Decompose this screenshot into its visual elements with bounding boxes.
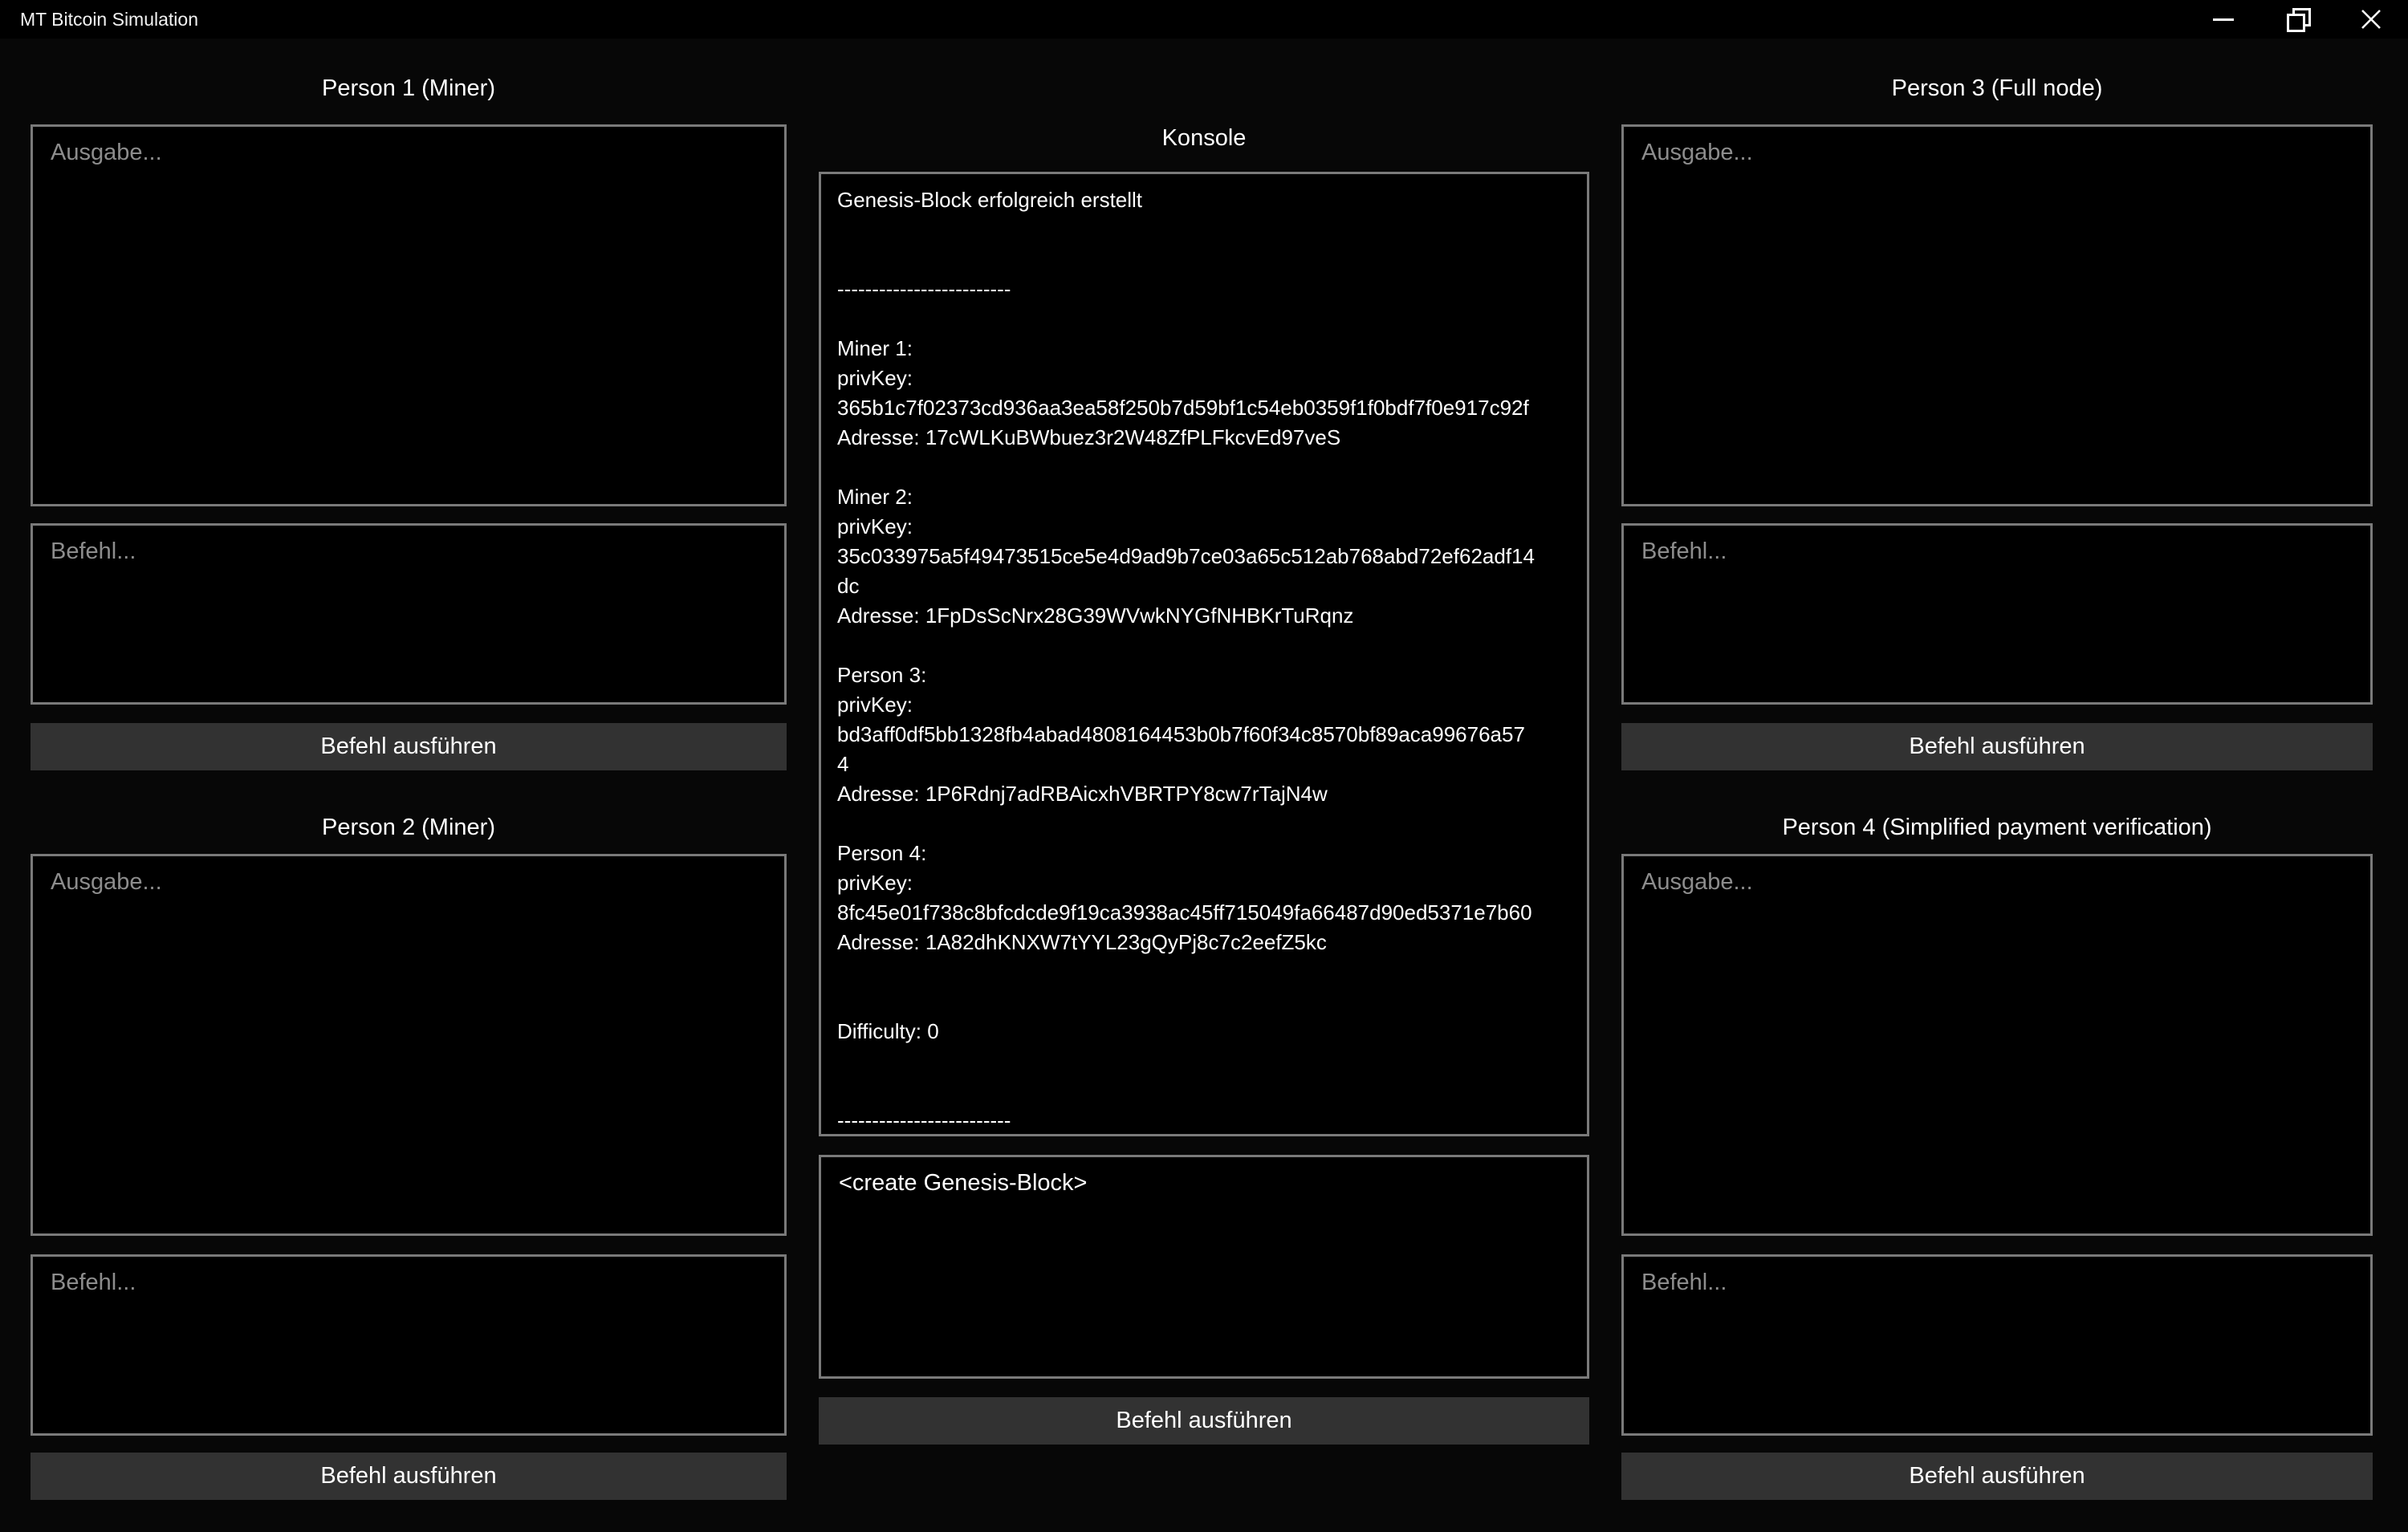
console-output-area[interactable]: Genesis-Block erfolgreich erstellt ------------------------- Miner 1: privKey: 365b1c7f02373cd936aa3ea58f250b7d59bf1c54eb0359f1f0bdf7f0e917c92f Adresse: 17cWLKuBWbuez3r2W48ZfPLFkcvEd97veS Miner 2: privKey: 35c033975a5f49473515ce5e4d9ad9b7ce03a65c512ab768abd72ef62adf14 dc Adresse: 1FpDsScNrx28G39WVwkNYGfNHBKrTuRqnz Person 3: privKey: bd3aff0df5bb1328fb4abad4808164453b0b7f60f34c8570bf89aca99676a57 4 Adresse: 1P6Rdnj7adRBAicxhVBRTPY8cw7rTajN4w Person 4: privKey: 8fc45e01f738c8bfcdcde9f19ca3938ac45ff715049fa66487d90ed5371e7b60 Adresse: 1A82dhKNXW7tYYL23gQyPj8c7c2eefZ5kc Difficulty: 0 ------------------------- bbox=[819, 172, 1589, 1136]
person2-command-input[interactable] bbox=[31, 1254, 787, 1436]
console-command-input[interactable] bbox=[819, 1155, 1589, 1379]
person1-panel-title: Person 1 (Miner) bbox=[322, 75, 495, 101]
close-button[interactable] bbox=[2334, 0, 2408, 39]
minimize-icon bbox=[2213, 18, 2234, 21]
person4-panel-title: Person 4 (Simplified payment verification) bbox=[1782, 814, 2212, 840]
person2-output-area[interactable] bbox=[31, 854, 787, 1236]
minimize-button[interactable] bbox=[2186, 0, 2260, 39]
window-title: MT Bitcoin Simulation bbox=[20, 8, 198, 30]
person3-command-input[interactable] bbox=[1621, 523, 2373, 705]
person1-command-input[interactable] bbox=[31, 523, 787, 705]
person1-run-command-button[interactable]: Befehl ausführen bbox=[31, 723, 787, 770]
person2-panel-title: Person 2 (Miner) bbox=[322, 814, 495, 840]
person4-command-input[interactable] bbox=[1621, 1254, 2373, 1436]
person3-run-command-button[interactable]: Befehl ausführen bbox=[1621, 723, 2373, 770]
titlebar bbox=[0, 0, 2408, 39]
person4-run-command-button[interactable]: Befehl ausführen bbox=[1621, 1453, 2373, 1500]
person1-output-area[interactable] bbox=[31, 124, 787, 506]
restore-window-icon bbox=[2285, 7, 2309, 31]
person2-run-command-button[interactable]: Befehl ausführen bbox=[31, 1453, 787, 1500]
console-run-command-button[interactable]: Befehl ausführen bbox=[819, 1397, 1589, 1445]
close-icon bbox=[2359, 7, 2383, 31]
console-panel-title: Konsole bbox=[1161, 124, 1247, 151]
person3-panel-title: Person 3 (Full node) bbox=[1891, 75, 2103, 101]
restore-button[interactable] bbox=[2260, 0, 2334, 39]
person4-output-area[interactable] bbox=[1621, 854, 2373, 1236]
person3-output-area[interactable] bbox=[1621, 124, 2373, 506]
window-controls bbox=[2186, 0, 2408, 39]
